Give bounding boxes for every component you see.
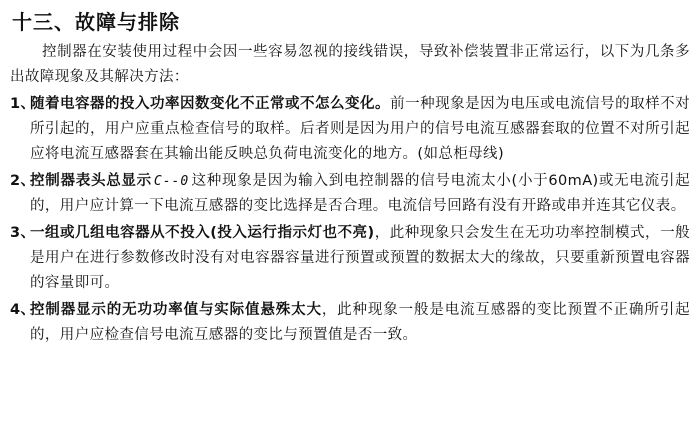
item-heading: 随着电容器的投入功率因数变化不正常或不怎么变化。 bbox=[30, 96, 391, 112]
fault-item-1 bbox=[10, 92, 690, 167]
item-number: 4、 bbox=[10, 302, 36, 318]
fault-item-3 bbox=[10, 221, 690, 296]
display-code: C--0 bbox=[153, 174, 190, 189]
intro-paragraph: 控制器在安装使用过程中会因一些容易忽视的接线错误，导致补偿装置非正常运行，以下为几条多出故障现象及其解决方法： bbox=[10, 44, 690, 85]
fault-item-4 bbox=[10, 298, 690, 348]
item-body: 这种现象是因为输入到电控制器的信号电流太小(小于60mA)或无电流引起的，用户应计算一下电流互感器的变比选择是否合理。电流信号回路有没有开路或串并连其它仪表。 bbox=[30, 173, 690, 214]
fault-item-2 bbox=[10, 169, 690, 219]
item-body: ，此种现象一般是电流互感器的变比预置不正确所引起的，用户应检查信号电流互感器的变比与预置值是否一致。 bbox=[30, 302, 690, 343]
item-heading: 控制器显示的无功功率值与实际值悬殊太大 bbox=[30, 302, 322, 318]
item-number: 3、 bbox=[10, 225, 36, 241]
item-heading: 一组或几组电容器从不投入(投入运行指示灯也不亮) bbox=[30, 225, 375, 241]
item-number: 2、 bbox=[10, 173, 36, 189]
item-number: 1、 bbox=[10, 96, 36, 112]
section-title: 十三、故障与排除 bbox=[12, 10, 180, 34]
item-body: ，此种现象只会发生在无功功率控制模式，一般是用户在进行参数修改时没有对电容器容量进行预置或预置的数据太大的缘故，只要重新预置电容器的容量即可。 bbox=[30, 225, 690, 291]
item-body: 前一种现象是因为电压或电流信号的取样不对所引起的，用户应重点检查信号的取样。后者则是因为用户的信号电流互感器套取的位置不对所引起应将电流互感器套在其输出能反映总负荷电流变化的地方。(如总柜母线) bbox=[30, 96, 691, 162]
item-heading: 控制器表头总显示 bbox=[30, 173, 152, 189]
